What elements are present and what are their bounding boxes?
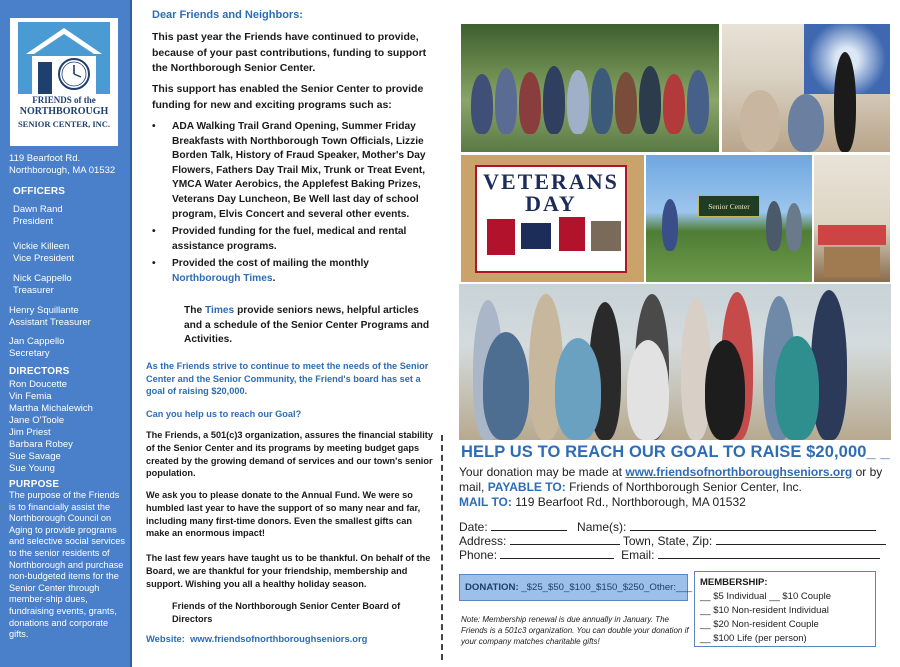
list-item: • Provided funding for the fuel, medical and rental assistance programs. bbox=[152, 225, 437, 254]
nonprofit-paragraph: The Friends, a 501(c)3 organization, assures the financial stability of the Senior Center and its programs by meeting budget gaps created by the growing demand of services and our town's senior population. bbox=[146, 430, 433, 479]
senior-center-sign: Senior Center bbox=[698, 195, 760, 217]
mail-value: 119 Bearfoot Rd., Northborough, MA 01532 bbox=[515, 495, 746, 509]
donation-line-pre: Your donation may be made at bbox=[459, 465, 623, 479]
director-name: Jim Priest bbox=[9, 427, 51, 438]
photo-board-group bbox=[459, 284, 891, 440]
veterans-board-title: VETERANS DAY bbox=[483, 169, 619, 216]
membership-note: Note: Membership renewal is due annually in January. The Friends is a 501c3 organization. You can double your donation if your company matches charitable gifts! bbox=[461, 615, 689, 646]
logo-line-1: FRIENDS of the bbox=[32, 95, 96, 105]
membership-option[interactable]: __ $10 Non-resident Individual bbox=[700, 605, 829, 616]
times-word: Times bbox=[204, 305, 235, 316]
email-field[interactable] bbox=[658, 548, 880, 559]
director-name: Sue Young bbox=[9, 463, 55, 474]
date-label: Date: bbox=[459, 520, 488, 534]
officer-role: Assistant Treasurer bbox=[9, 317, 91, 328]
form-row-date-name bbox=[459, 520, 876, 534]
times-description bbox=[184, 304, 434, 348]
list-item bbox=[152, 257, 437, 286]
donation-line-1 bbox=[459, 465, 899, 480]
officer-name: Nick Cappello bbox=[13, 273, 72, 284]
photo-group-outdoor bbox=[461, 24, 719, 152]
officer-role: Secretary bbox=[9, 348, 50, 359]
officer-name: Henry Squillante bbox=[9, 305, 79, 316]
address-line-1: 119 Bearfoot Rd. bbox=[9, 153, 81, 164]
date-field[interactable] bbox=[491, 520, 567, 531]
membership-option[interactable]: __ $100 Life (per person) bbox=[700, 633, 807, 644]
director-name: Vin Femia bbox=[9, 391, 52, 402]
goal-headline: HELP US TO REACH OUR GOAL TO RAISE $20,000_ _ bbox=[461, 443, 890, 461]
mail-label: MAIL TO: bbox=[459, 495, 512, 509]
donation-label: DONATION: bbox=[465, 582, 519, 593]
veterans-board bbox=[475, 165, 627, 273]
clock-tower-icon bbox=[18, 22, 110, 94]
names-field[interactable] bbox=[630, 520, 876, 531]
website-link[interactable]: www.friendsofnorthboroughseniors.org bbox=[190, 633, 368, 644]
officer-role: Vice President bbox=[13, 253, 75, 264]
photo-senior-center-sign bbox=[646, 155, 812, 282]
donate-ask-paragraph: We ask you to please donate to the Annual Fund. We were so humbled last year to have the support of so many near and far, including many first-time donors. Even the smallest gifts can make an enormous impact! bbox=[146, 490, 421, 539]
membership-option[interactable]: __ $20 Non-resident Couple bbox=[700, 619, 819, 630]
logo bbox=[10, 18, 118, 146]
membership-heading: MEMBERSHIP: bbox=[700, 577, 768, 588]
photo-bake-sale bbox=[814, 155, 890, 282]
town-field[interactable] bbox=[716, 534, 886, 545]
payable-label: PAYABLE TO: bbox=[487, 480, 566, 494]
director-name: Jane O'Toole bbox=[9, 415, 65, 426]
officer-name: Jan Cappello bbox=[9, 336, 65, 347]
form-row-phone-email bbox=[459, 548, 880, 562]
membership-box bbox=[694, 571, 876, 647]
cut-line bbox=[441, 435, 443, 660]
phone-label: Phone: bbox=[459, 548, 498, 562]
purpose-heading: PURPOSE bbox=[9, 479, 60, 490]
donation-line-post: or by bbox=[855, 465, 883, 479]
bullet-text: Provided the cost of mailing the monthly bbox=[172, 258, 369, 270]
donation-line-3 bbox=[459, 495, 899, 510]
donation-line-2 bbox=[459, 480, 899, 495]
donation-options: _$25_$50_$100_$150_$250_Other:___ bbox=[521, 582, 693, 593]
officer-role: Treasurer bbox=[13, 285, 54, 296]
address-line-2: Northborough, MA 01532 bbox=[9, 165, 116, 176]
sidebar bbox=[0, 0, 132, 667]
address-label: Address: bbox=[459, 534, 507, 548]
names-label: Name(s): bbox=[577, 520, 627, 534]
director-name: Barbara Robey bbox=[9, 439, 73, 450]
officer-role: President bbox=[13, 216, 54, 227]
purpose-text: The purpose of the Friends is to financially assist the Northborough Council on Aging to provide programs and selective social services to the senior residents of Northborough and purchase non-budgeted items for the Senior Center through member-ship dues, fundraising events, grants, donations and corporate gifts. bbox=[9, 490, 125, 640]
goal-paragraph: As the Friends strive to continue to meet the needs of the Senior Center and the Senior Community, the Friend's board has set a goal of raising $20,000. bbox=[146, 361, 429, 396]
greeting: Dear Friends and Neighbors: bbox=[152, 9, 303, 21]
town-label: Town, State, Zip: bbox=[622, 534, 713, 548]
times-link[interactable]: Northborough Times bbox=[172, 272, 273, 284]
form-row-address bbox=[459, 534, 886, 548]
director-name: Martha Michalewich bbox=[9, 403, 93, 414]
help-question: Can you help us to reach our Goal? bbox=[146, 409, 302, 419]
photo-event-indoor bbox=[722, 24, 890, 152]
donation-website-link[interactable]: www.friendsofnorthboroughseniors.org bbox=[625, 465, 853, 479]
logo-title bbox=[10, 94, 118, 130]
signoff: Friends of the Northborough Senior Center Board of Directors bbox=[172, 601, 401, 624]
officer-name: Dawn Rand bbox=[13, 204, 63, 215]
bullet-end: . bbox=[272, 272, 276, 284]
officers-heading: OFFICERS bbox=[13, 186, 66, 197]
director-name: Sue Savage bbox=[9, 451, 61, 462]
donation-amount-box[interactable] bbox=[459, 574, 693, 601]
email-label: Email: bbox=[621, 548, 655, 562]
director-name: Ron Doucette bbox=[9, 379, 68, 390]
intro-paragraph: This past year the Friends have continued to provide, because of your past contributions, funding to support the Northborough Senior Center. bbox=[152, 31, 427, 74]
program-list bbox=[152, 120, 437, 290]
mail-word: mail, bbox=[459, 480, 485, 494]
directors-heading: DIRECTORS bbox=[9, 366, 70, 377]
address-field[interactable] bbox=[510, 534, 620, 545]
membership-option[interactable]: __ $5 Individual __ $10 Couple bbox=[700, 591, 831, 602]
phone-field[interactable] bbox=[500, 548, 614, 559]
website-label: Website: bbox=[146, 633, 185, 644]
photo-veterans-day-board bbox=[461, 155, 644, 282]
thanks-paragraph: The last few years have taught us to be thankful. On behalf of the Board, we are thankful for your friendship, membership and support. Wishing you all a healthy holiday season. bbox=[146, 553, 431, 589]
list-item: • ADA Walking Trail Grand Opening, Summer Friday Breakfasts with Northborough Town Officials, Lizzie Borden Talk, History of Fraud Speaker, Mother's Day Flowers, Fathers Day Trail Mix, Trunk or Treat Event, YMCA Water Aerobics, the Applefest Baking Prizes, Veterans Day Luncheon, Be Well last day of school program, Elvis Concert and several other events. bbox=[152, 120, 437, 222]
logo-line-2: NORTHBOROUGH bbox=[19, 106, 109, 117]
times-post: provide seniors news, helpful articles and a schedule of the Senior Center Programs and Activities. bbox=[184, 305, 430, 346]
donation-instructions bbox=[459, 465, 899, 510]
support-paragraph: This support has enabled the Senior Center to provide funding for new and exciting programs such as: bbox=[152, 83, 424, 111]
logo-line-3: SENIOR CENTER, INC. bbox=[17, 119, 111, 129]
officer-name: Vickie Killeen bbox=[13, 241, 70, 252]
website bbox=[146, 633, 367, 644]
payable-value: Friends of Northborough Senior Center, Inc. bbox=[569, 480, 802, 494]
times-pre: The bbox=[184, 305, 203, 316]
